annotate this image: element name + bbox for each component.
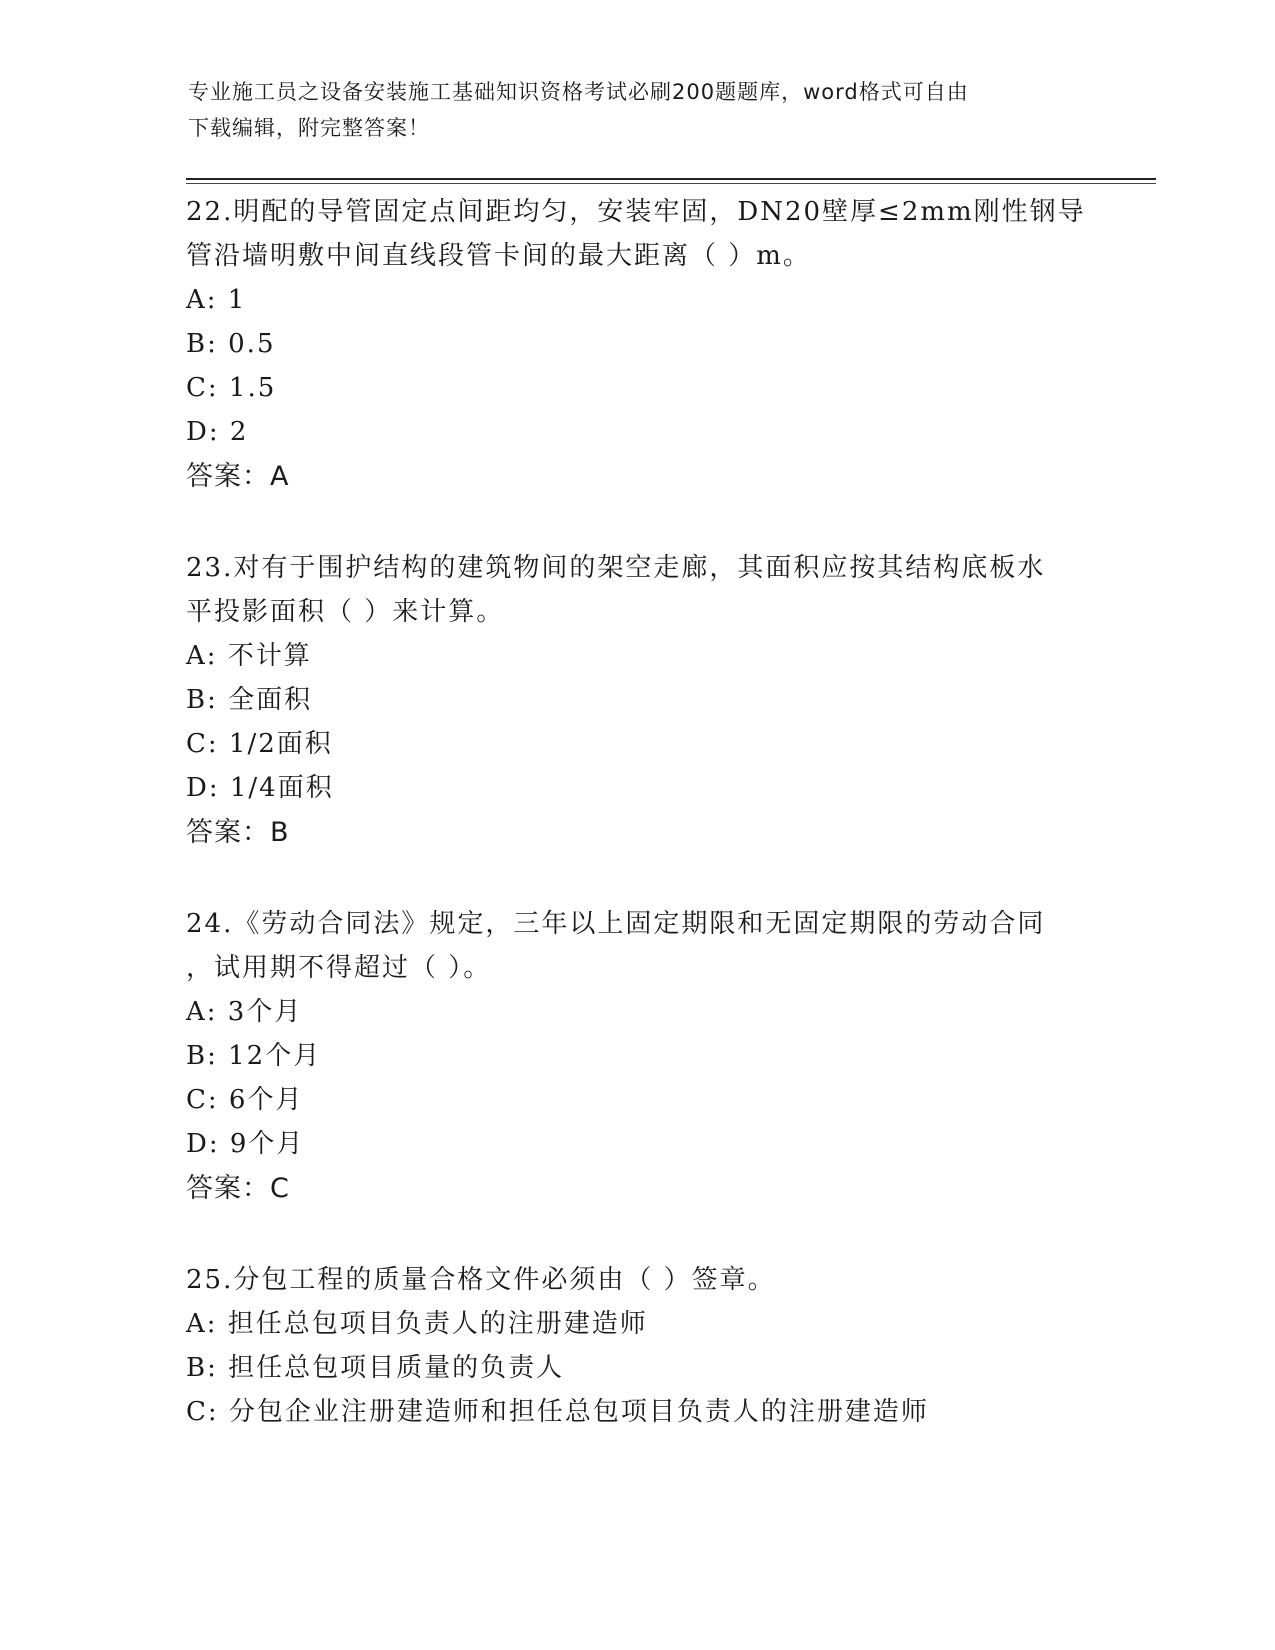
question-text-line: 管沿墙明敷中间直线段管卡间的最大距离（ ）m。 (186, 241, 811, 271)
header-rule-thin (186, 183, 1156, 184)
document-header (188, 74, 1088, 146)
header-line-1: 专业施工员之设备安装施工基础知识资格考试必刷200题题库，word格式可自由 (188, 80, 969, 104)
option-d: D: 9个月 (186, 1129, 305, 1159)
question-22 (186, 190, 1086, 500)
question-text-line: 23.对有于围护结构的建筑物间的架空走廊，其面积应按其结构底板水 (186, 553, 1046, 583)
question-text-line: 22.明配的导管固定点间距均匀，安装牢固，DN20壁厚≤2mm刚性钢导 (186, 197, 1086, 227)
option-b: B: 全面积 (186, 685, 313, 715)
option-c: C: 6个月 (186, 1085, 304, 1115)
question-list (186, 190, 1086, 1434)
option-b: B: 12个月 (186, 1041, 322, 1071)
question-text-line: ，试用期不得超过（ ）。 (186, 953, 492, 983)
answer: 答案：A (186, 461, 290, 492)
option-a: A: 1 (186, 285, 247, 315)
option-a: A: 3个月 (186, 997, 303, 1027)
option-a: A: 不计算 (186, 641, 312, 671)
question-text-line: 25.分包工程的质量合格文件必须由（ ）签章。 (186, 1265, 776, 1295)
option-a: A: 担任总包项目负责人的注册建造师 (186, 1309, 648, 1339)
option-c: C: 1.5 (186, 373, 277, 403)
header-line-2: 下载编辑，附完整答案！ (188, 116, 430, 140)
option-d: D: 1/4面积 (186, 773, 334, 803)
option-d: D: 2 (186, 417, 249, 447)
option-c: C: 分包企业注册建造师和担任总包项目负责人的注册建造师 (186, 1397, 929, 1427)
answer: 答案：C (186, 1173, 290, 1204)
question-24 (186, 902, 1086, 1212)
option-b: B: 担任总包项目质量的负责人 (186, 1353, 565, 1383)
question-text-line: 平投影面积（ ）来计算。 (186, 597, 505, 627)
option-b: B: 0.5 (186, 329, 276, 359)
option-c: C: 1/2面积 (186, 729, 333, 759)
question-25 (186, 1258, 1086, 1434)
question-text-line: 24.《劳动合同法》规定，三年以上固定期限和无固定期限的劳动合同 (186, 909, 1046, 939)
answer: 答案：B (186, 817, 290, 848)
header-rule-thick (186, 178, 1156, 180)
question-23 (186, 546, 1086, 856)
